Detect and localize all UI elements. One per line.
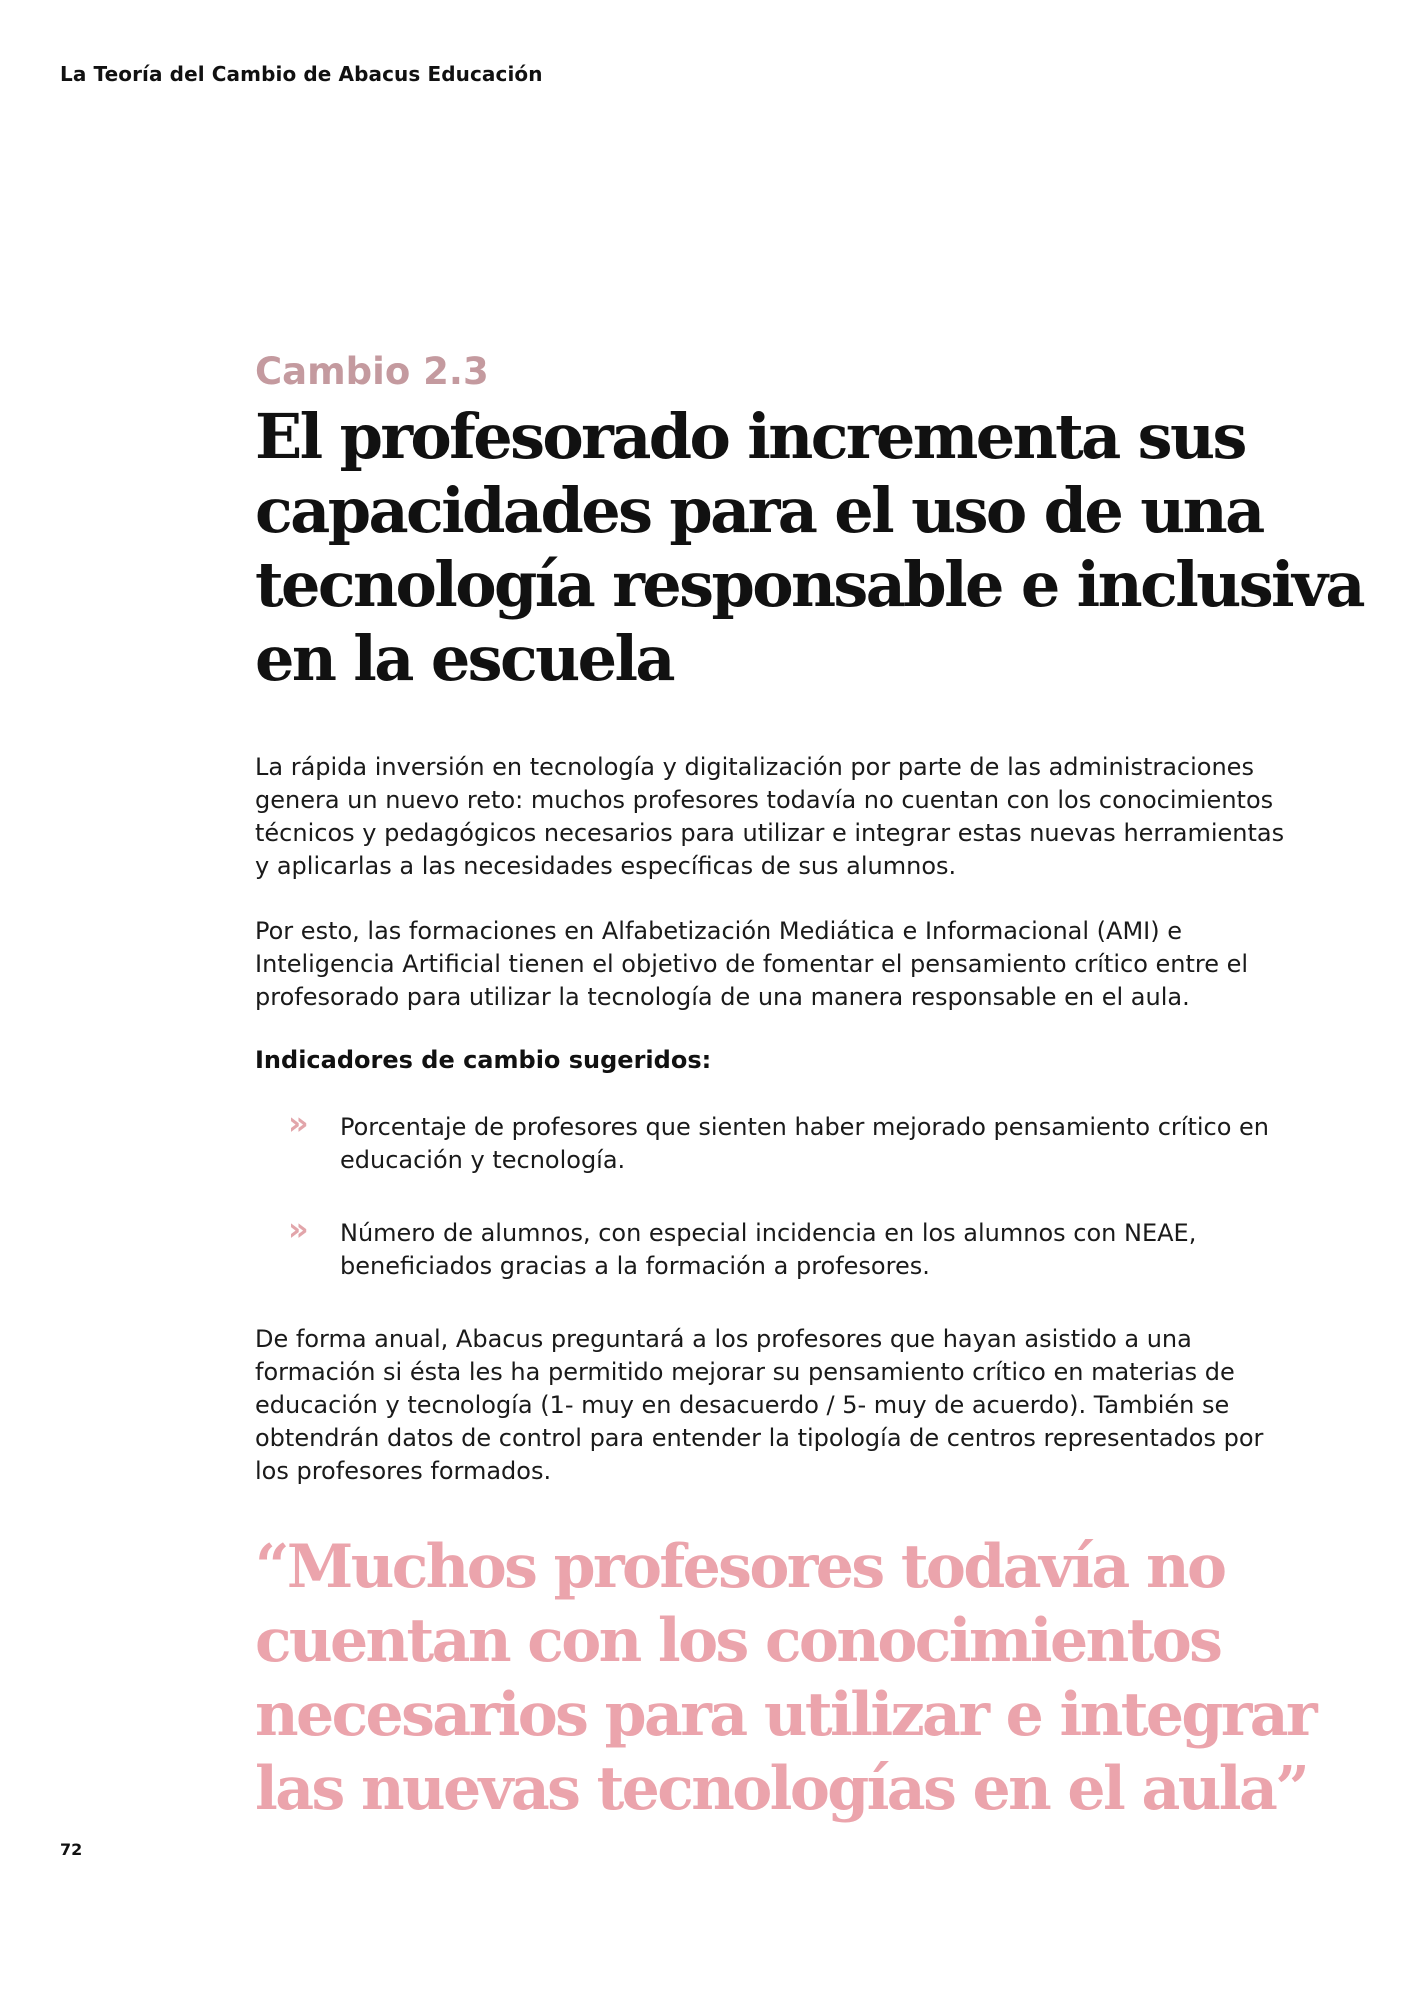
list-item: [255, 1104, 1285, 1177]
indicators-heading: Indicadores de cambio sugeridos:: [255, 1046, 712, 1074]
title-line: tecnología responsable e inclusiva: [255, 548, 1363, 621]
indicator-text: Porcentaje de profesores que sienten haber mejorado pensamiento crítico en educación y tecnología.: [340, 1113, 1270, 1174]
running-header: La Teoría del Cambio de Abacus Educación: [60, 62, 543, 86]
section-label: Cambio 2.3: [255, 350, 489, 393]
page-number: 72: [60, 1840, 83, 1859]
title-line: capacidades para el uso de una: [255, 474, 1263, 547]
list-item: [255, 1210, 1285, 1283]
title-line: en la escuela: [255, 622, 673, 695]
double-chevron-right-icon: »: [288, 1210, 309, 1248]
quote-line: “Muchos profesores todavía no: [255, 1532, 1225, 1602]
page-title: [255, 400, 1363, 696]
quote-line: cuentan con los conocimientos: [255, 1606, 1221, 1676]
title-line: El profesorado incrementa sus: [255, 400, 1245, 473]
quote-line: las nuevas tecnologías en el aula”: [255, 1754, 1308, 1824]
intro-paragraph: La rápida inversión en tecnología y digitalización por parte de las administraciones genera un nuevo reto: muchos profesores todavía no cuentan con los conocimientos técnicos y pedagógicos necesarios para utilizar e integrar estas nuevas herramientas y aplicarlas a las necesidades específicas de sus alumnos.: [255, 753, 1285, 880]
double-chevron-right-icon: »: [288, 1104, 309, 1142]
method-paragraph: De forma anual, Abacus preguntará a los profesores que hayan asistido a una formación si ésta les ha permitido mejorar su pensamiento crítico en materias de educación y tecnología (1- muy en desacuerdo / 5- muy de acuerdo). También se obtendrán datos de control para entender la tipología de centros representados por los profesores formados.: [255, 1325, 1264, 1485]
quote-line: necesarios para utilizar e integrar: [255, 1680, 1316, 1750]
pull-quote: [255, 1530, 1316, 1826]
objective-paragraph: Por esto, las formaciones en Alfabetización Mediática e Informacional (AMI) e Inteligencia Artificial tienen el objetivo de fomentar el pensamiento crítico entre el profesorado para utilizar la tecnología de una manera responsable en el aula.: [255, 917, 1249, 1011]
indicator-list: [255, 1104, 1285, 1283]
main-content: [255, 350, 1363, 1826]
indicator-text: Número de alumnos, con especial incidencia en los alumnos con NEAE, beneficiados gracias a la formación a profesores.: [340, 1219, 1197, 1280]
